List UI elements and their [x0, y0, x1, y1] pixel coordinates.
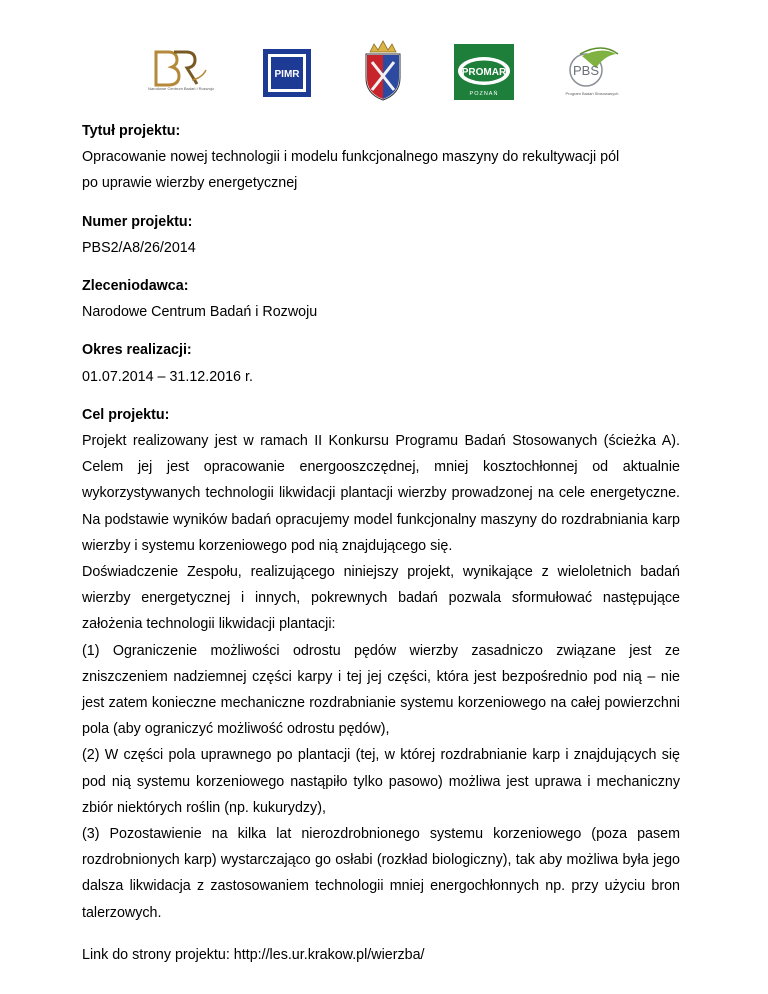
- promar-logo-text: PROMAR: [461, 67, 507, 78]
- project-link-url[interactable]: http://les.ur.krakow.pl/wierzba/: [233, 947, 425, 963]
- number-value: PBS2/A8/26/2014: [82, 239, 196, 256]
- ncbr-logo: [146, 48, 216, 100]
- goal-heading: Cel projektu:: [82, 406, 170, 423]
- section-number: [82, 209, 680, 261]
- promar-logo-subtext: POZNAŃ: [469, 91, 499, 97]
- section-goal: [82, 402, 680, 926]
- period-heading: Okres realizacji:: [82, 342, 192, 359]
- pbs-logo: [560, 46, 624, 102]
- number-heading: Numer projektu:: [82, 213, 193, 230]
- pbs-logo-text: PBS: [572, 63, 600, 78]
- coat-of-arms-logo: [362, 40, 404, 102]
- logo-strip: [0, 36, 768, 106]
- title-line-2: po uprawie wierzby energetycznej: [82, 175, 298, 192]
- section-client: [82, 273, 680, 325]
- client-heading: Zleceniodawca:: [82, 278, 189, 295]
- goal-paragraph-2: Doświadczenie Zespołu, realizującego niniejszy projekt, wynikające z wieloletnich badań wierzby energetycznej i innych, pokrewnych badań pozwala sformułować następujące założenia technologii likwidacji plantacji:: [82, 564, 680, 633]
- ncbr-logo-caption: Narodowe Centrum Badań i Rozwoju: [148, 86, 214, 91]
- period-value: 01.07.2014 – 31.12.2016 r.: [82, 368, 253, 385]
- section-title: [82, 118, 680, 197]
- project-link-line: [82, 942, 425, 968]
- goal-paragraph-5: (3) Pozostawienie na kilka lat nierozdrobnionego systemu korzeniowego (poza pasem rozdrobnionych karp) wystarczająco go osłabi (rozkład biologiczny), tak aby możliwa była jego dalsza likwidacja z zastosowaniem technologii mniej energochłonnych np. przy użyciu bron talerzowych.: [82, 826, 680, 921]
- goal-paragraph-4: (2) W części pola uprawnego po plantacji (tej, w której rozdrabnianie karp i znajdujących się pod nią systemu korzeniowego nastąpiło tylko pasowo) możliwa jest uprawa i mechaniczny zbiór niektórych roślin (np. kukurydzy),: [82, 747, 680, 816]
- title-line-1: Opracowanie nowej technologii i modelu funkcjonalnego maszyny do rekultywacji pól: [82, 149, 620, 166]
- pbs-logo-caption: Program Badań Stosowanych: [565, 91, 619, 96]
- promar-logo: [454, 44, 514, 100]
- title-heading: Tytuł projektu:: [82, 123, 181, 139]
- pimr-logo-text: PIMR: [274, 69, 300, 80]
- goal-paragraph-1: Projekt realizowany jest w ramach II Konkursu Programu Badań Stosowanych (ścieżka A). Celem jej jest opracowanie energooszczędnej, mniej kosztochłonnej od aktualnie wykorzystywanych technologii likwidacji plantacji wierzby prowadzonej na cele energetyczne. Na podstawie wyników badań opracujemy model funkcjonalny maszyny do rozdrabniania karp wierzby i systemu korzeniowego pod nią znajdującego się.: [82, 433, 680, 554]
- section-period: [82, 337, 680, 389]
- pimr-logo: [262, 48, 312, 98]
- client-value: Narodowe Centrum Badań i Rozwoju: [82, 304, 318, 321]
- goal-paragraph-3: (1) Ograniczenie możliwości odrostu pędów wierzby zasadniczo związane jest ze zniszczeniem nadziemnej części karpy i tej jej części, która jest bezpośrednio pod nią – nie jest zatem konieczne mechaniczne rozdrabnianie systemu korzeniowego na całej powierzchni pola (aby ograniczyć możliwość odrostu pędów),: [82, 642, 680, 738]
- document-body: [82, 118, 680, 938]
- project-link-label: Link do strony projektu:: [82, 947, 234, 963]
